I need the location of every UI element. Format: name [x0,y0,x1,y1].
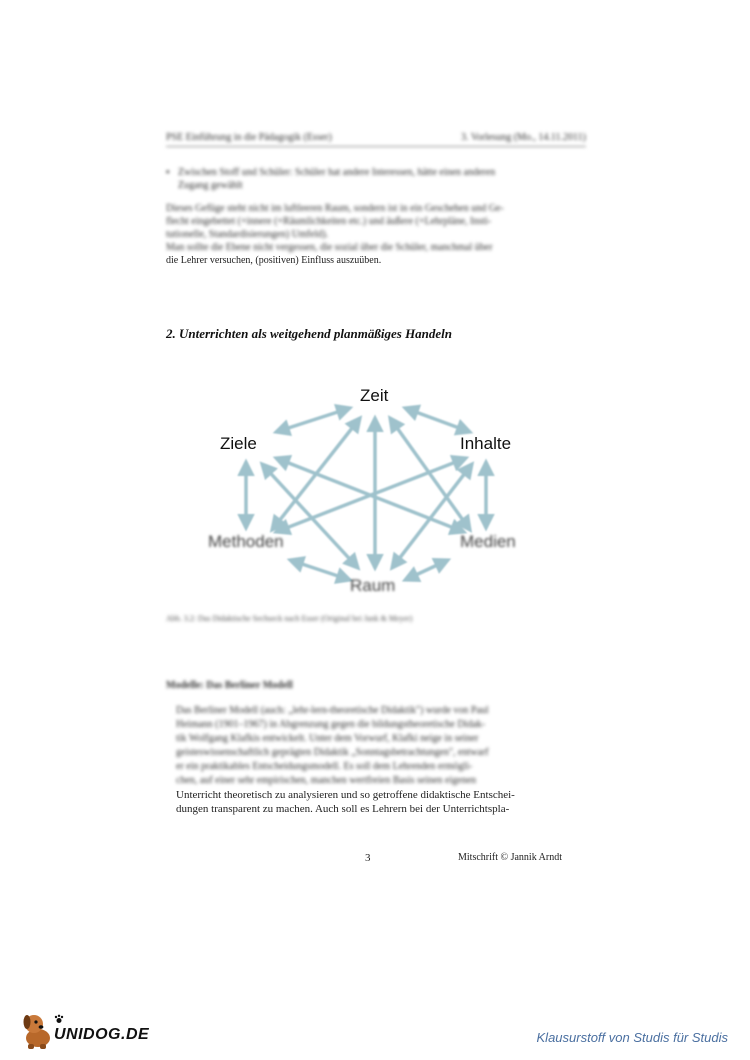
bullet-line-2: Zugang gewählt [178,180,243,191]
para2-line-4: geisteswissenschaftlich geprägten Didaktik „Sonntagsbetrachtungen", entwarf [176,747,489,758]
node-medien: Medien [460,532,516,551]
bullet-item [166,166,574,192]
paragraph-berliner-modell [176,704,574,816]
para2-line-5: er ein praktikables Entscheidungsmodell. Es soll dem Lehrenden ermögli- [176,761,473,772]
para1-line-5: die Lehrer versuchen, (positiven) Einfluss auszuüben. [166,255,382,266]
figure-caption: Abb. 3.2: Das Didaktische Sechseck nach Esser (Original bei Jank & Meyer) [166,614,413,623]
paragraph-context [166,202,574,267]
logo-text: UNIDOG.DE [54,1026,150,1043]
arrow-methoden-raum [290,560,350,580]
para2-line-1: Das Berliner Modell (auch: „lehr-lern-theoretische Didaktik") wurde von Paul [176,705,489,716]
arrow-zeit-medien [390,418,470,530]
para2-line-2: Heimann (1901–1967) in Abgrenzung gegen die bildungstheoretische Didak- [176,719,486,730]
node-raum: Raum [350,576,396,595]
arrow-zeit-ziele [276,408,350,432]
para1-line-4: Man sollte die Ebene nicht vergessen, die sozial über die Schüler, manchmal über [166,242,493,253]
node-inhalte: Inhalte [460,434,512,453]
arrow-zeit-inhalte [405,408,470,432]
diagram-arrows [180,380,560,600]
dog-mascot-icon [20,1010,56,1050]
unidog-logo[interactable] [20,1010,160,1050]
para1-line-1: Dieses Gefüge steht nicht im luftleeren Raum, sondern ist in ein Geschehen und Ge- [166,203,504,214]
subheading: Modelle: Das Berliner Modell [166,680,293,691]
para1-line-3: tutionelle, Standardisierungen) Umfeld). [166,229,329,240]
node-ziele: Ziele [220,434,257,453]
node-zeit: Zeit [360,386,389,405]
header-left: PSE Einführung in die Pädagogik (Esser) [166,132,332,143]
para2-line-7: Unterricht theoretisch zu analysieren und so getroffene didaktische Entschei- [176,789,515,801]
author-credit: Mitschrift © Jannik Arndt [458,852,562,863]
paw-icon [54,1014,64,1024]
section-title: 2. Unterrichten als weitgehend planmäßiges Handeln [166,326,453,341]
bullet-line-1: ▪ Zwischen Stoff und Schüler: Schüler hat andere Interessen, hätte einen anderen [178,167,496,178]
didactic-hexagon-diagram [180,380,560,600]
para1-line-2: flecht eingebettet (+innere (+Räumlichkeiten etc.) und äußere (+Lehrpläne, Insti- [166,216,492,227]
para2-line-3: tik Wolfgang Klafkis entwickelt. Unter dem Vorwurf, Klafki neige in seiner [176,733,479,744]
footer-tagline: Klausurstoff von Studis für Studis [536,1030,728,1045]
arrow-medien-raum [405,560,448,580]
header-right: 3. Vorlesung (Mo., 14.11.2011) [461,132,586,143]
para2-line-8: dungen transparent zu machen. Auch soll es Lehrern bei der Unterrichtspla- [176,803,510,815]
running-header [166,132,586,147]
node-methoden: Methoden [208,532,284,551]
para2-line-6: chen, auf einer sehr empirischen, manchen wertfreien Basis seinen eigenen [176,775,477,786]
page-number: 3 [365,852,371,864]
